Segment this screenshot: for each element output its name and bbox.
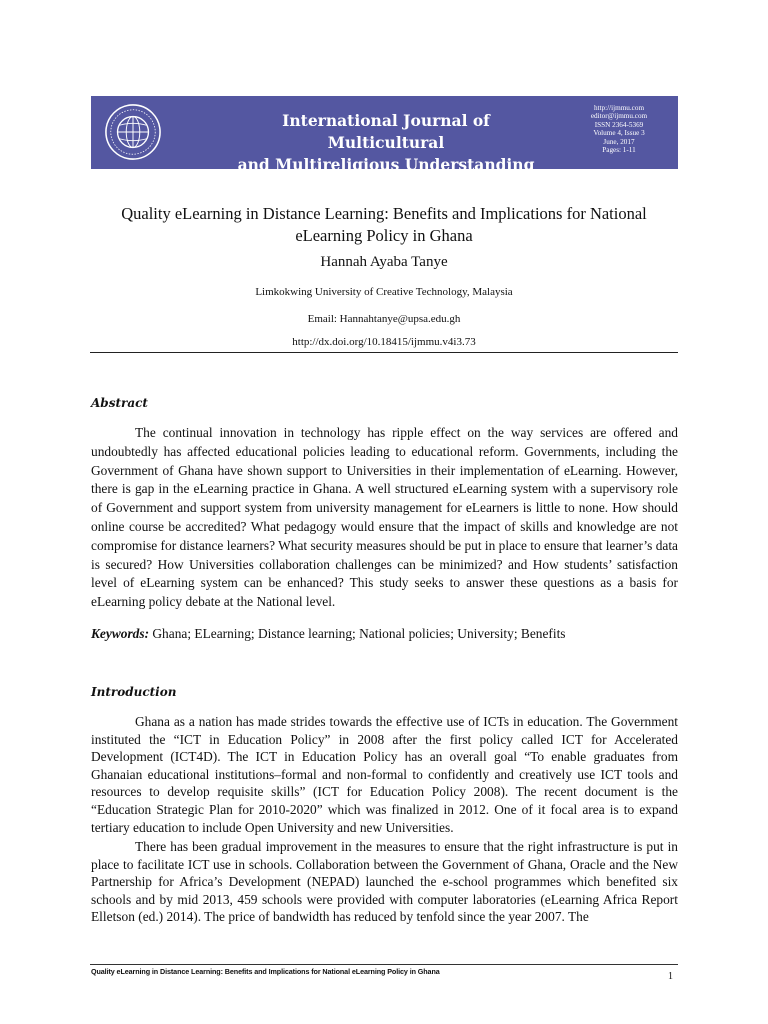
paper-title: Quality eLearning in Distance Learning: Benefits and Implications for National eLearning Policy in Ghana <box>121 204 647 245</box>
author-email[interactable]: Email: Hannahtanye@upsa.edu.gh <box>307 313 461 325</box>
journal-title-line2: and Multireligious Understanding <box>237 155 535 174</box>
page-number: 1 <box>668 971 673 982</box>
journal-banner <box>91 96 678 174</box>
footer-divider <box>90 964 678 965</box>
abstract-heading: Abstract <box>91 396 148 410</box>
introduction-paragraph-2: There has been gradual improvement in the measures to ensure that the right infrastructure is put in place to facilitate ICT use in schools. Collaboration between the Government of Ghana, Oracle and the New Partnership for Africa’s Development (NEPAD) launched the e-school programmes which benefited six schools and by mid 2013, 459 schools were provided with computer laboratories (eLearning Africa Report Elletson (ed.) 2014). The price of bandwidth has reduced by tenfold since the year 2007. The <box>91 839 678 925</box>
keywords <box>91 626 678 642</box>
journal-email[interactable]: editor@ijmmu.com <box>590 112 648 121</box>
author-affiliation: Limkokwing University of Creative Technology, Malaysia <box>255 286 513 298</box>
introduction-heading: Introduction <box>91 685 177 699</box>
footer-running-title: Quality eLearning in Distance Learning: Benefits and Implications for National eLearning Policy in Ghana <box>91 967 440 976</box>
globe-logo-icon <box>104 103 162 161</box>
paper-author: Hannah Ayaba Tanye <box>320 254 448 270</box>
journal-title <box>231 110 541 176</box>
journal-meta <box>574 104 664 154</box>
journal-volume: Volume 4, Issue 3 <box>593 129 645 138</box>
doi-link[interactable]: http://dx.doi.org/10.18415/ijmmu.v4i3.73 <box>292 336 476 348</box>
journal-date: June, 2017 <box>603 137 635 146</box>
keywords-label: Keywords: <box>91 626 150 641</box>
keywords-text: Ghana; ELearning; Distance learning; National policies; University; Benefits <box>152 626 566 641</box>
journal-title-line1: International Journal of Multicultural <box>282 111 490 152</box>
header-divider <box>90 352 678 353</box>
journal-issn: ISSN 2364-5369 <box>594 120 644 129</box>
journal-url[interactable]: http://ijmmu.com <box>593 104 645 112</box>
abstract-text: The continual innovation in technology has ripple effect on the way services are offered and undoubtedly has affected educational policies leading to educational reform. Governments, including the Government of Ghana have shown support to Universities in their implementation of eLearning. However, there is gap in the eLearning practice in Ghana. A well structured eLearning system with a supervisory role of Government and support system from university management for eLearners is little to none. How should online course be accredited? What pedagogy would ensure that the impact of skills and knowledge are not compromise for distance learners? What security measures should be put in place to ensure that learner’s data is secured? How Universities collaboration challenges can be minimized? and How students’ satisfaction level of eLearning system can be enhanced? This study seeks to answer these questions as a basis for eLearning policy debate at the National level. <box>91 425 678 610</box>
introduction-paragraph-1: Ghana as a nation has made strides towards the effective use of ICTs in education. The Government instituted the “ICT in Education Policy” in 2008 after the first policy called ICT for Accelerated Development (ICT4D). The ICT in Education Policy has an overall goal “To enable graduates from Ghanaian educational institutions–formal and non-formal to confidently and creatively use ICT tools and resources to develop requisite skills” (ICT for Education Policy 2008). The recent document is the “Education Strategic Plan for 2010-2020” which was finalized in 2012. One of it focal area is to expand tertiary education to include Open University and new Universities. <box>91 714 678 835</box>
journal-pages: Pages: 1-11 <box>602 146 636 155</box>
